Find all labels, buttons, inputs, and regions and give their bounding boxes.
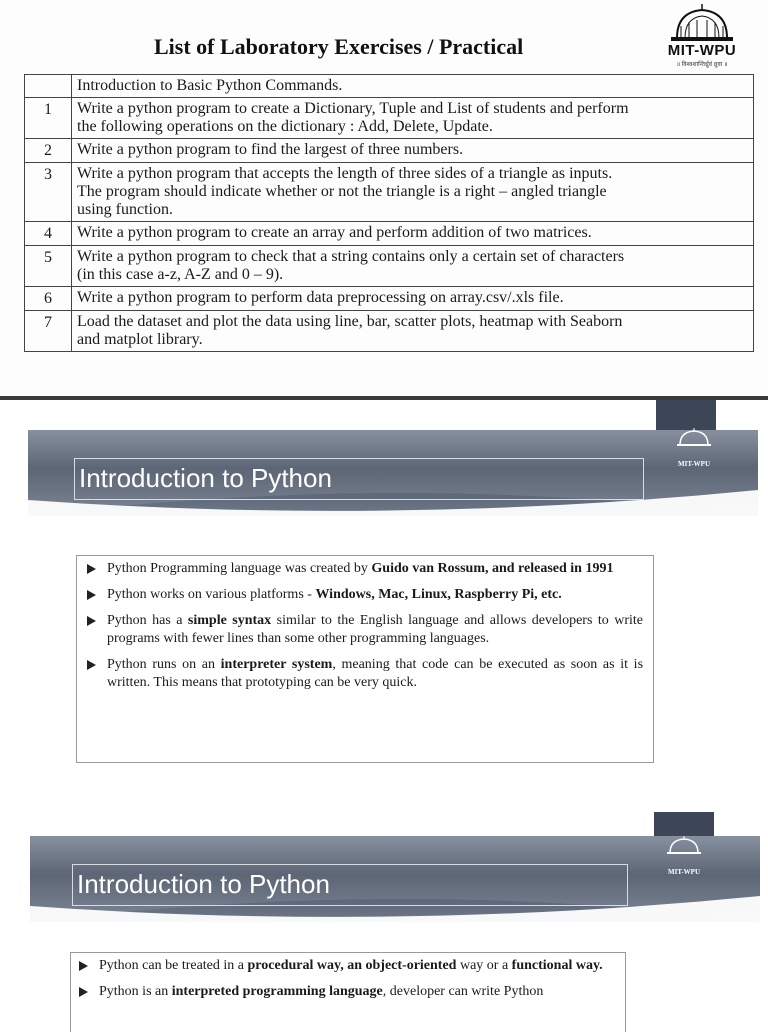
- slide-logo: [666, 428, 722, 471]
- table-row: [25, 246, 754, 287]
- slide-logo-text: MIT-WPU: [667, 868, 701, 876]
- logo-tagline: ॥ विश्वशान्तिर्ध्रुवं ध्रुवा ॥: [676, 62, 728, 68]
- bullet-text: Python Programming language was created by: [107, 561, 372, 576]
- slide-logo: [656, 836, 712, 879]
- lab-exercises-page: [0, 0, 768, 400]
- bullet-text: Python works on various platforms -: [107, 587, 316, 602]
- bullet-item: [79, 656, 643, 692]
- bullet-item: [79, 586, 643, 604]
- slide-introduction-1: [0, 400, 768, 804]
- page-title: List of Laboratory Exercises / Practical: [154, 34, 524, 59]
- bullet-text: Python can be treated in a: [99, 958, 248, 973]
- bullet-emphasis: Windows, Mac, Linux, Raspberry Pi, etc.: [315, 587, 562, 602]
- lab-exercise-table: [24, 74, 754, 352]
- bullet-item: [79, 560, 643, 578]
- exercise-number: 7: [25, 311, 72, 352]
- bullet-arrow-icon: [79, 961, 88, 971]
- slide-logo-text: MIT-WPU: [677, 460, 711, 468]
- exercise-line: using function.: [77, 201, 173, 218]
- exercise-text: [72, 98, 754, 139]
- exercise-line: The program should indicate whether or not the triangle is a right – angled triangle: [77, 183, 607, 200]
- bullet-text: Python runs on an: [107, 657, 221, 672]
- table-row: [25, 287, 754, 311]
- bullet-emphasis: procedural way, an object-oriented: [247, 958, 457, 973]
- exercise-line: Write a python program to find the largest of three numbers.: [77, 141, 464, 158]
- bullet-text: , meaning that code can be executed as soon as it is written. This means that prototyping can be very quick.: [107, 657, 644, 690]
- exercise-number: 2: [25, 139, 72, 163]
- exercise-number: 5: [25, 246, 72, 287]
- bullet-box: [70, 952, 626, 1032]
- bullet-emphasis: functional way.: [511, 958, 603, 973]
- table-row: [25, 98, 754, 139]
- exercise-line: and matplot library.: [77, 331, 203, 348]
- bullet-text: Python is an: [99, 984, 172, 999]
- exercise-number: 3: [25, 163, 72, 222]
- exercise-text: [72, 139, 754, 163]
- bullet-arrow-icon: [87, 590, 96, 600]
- exercise-text: [72, 311, 754, 352]
- dome-icon: [667, 4, 737, 44]
- exercise-line: Write a python program to perform data preprocessing on array.csv/.xls file.: [77, 289, 564, 306]
- exercise-line: Load the dataset and plot the data using line, bar, scatter plots, heatmap with Seaborn: [77, 313, 623, 330]
- logo-text: MIT-WPU: [667, 42, 737, 59]
- exercise-line: Write a python program that accepts the length of three sides of a triangle as inputs.: [77, 165, 613, 182]
- exercise-text: [72, 222, 754, 246]
- exercise-number: 4: [25, 222, 72, 246]
- dome-icon: [674, 428, 714, 448]
- exercise-number: 6: [25, 287, 72, 311]
- exercise-line: Write a python program to create a Dictionary, Tuple and List of students and perform: [77, 100, 629, 117]
- slide-introduction-2: [0, 804, 768, 1024]
- bullet-text: , developer can write Python: [382, 984, 544, 999]
- slide-title: Introduction to Python: [72, 864, 628, 906]
- dome-icon: [664, 836, 704, 856]
- bullet-box: [76, 555, 654, 763]
- table-row: [25, 311, 754, 352]
- bullet-arrow-icon: [87, 616, 96, 626]
- bullet-item: [71, 957, 617, 975]
- bullet-emphasis: interpreter system: [220, 657, 333, 672]
- exercise-line: (in this case a-z, A-Z and 0 – 9).: [77, 266, 284, 283]
- bullet-text: Python has a: [107, 613, 188, 628]
- bullet-arrow-icon: [87, 660, 96, 670]
- bullet-arrow-icon: [87, 564, 96, 574]
- bullet-text: way or a: [456, 958, 512, 973]
- table-row: [25, 139, 754, 163]
- exercise-number: [25, 75, 72, 98]
- exercise-line: the following operations on the dictionary : Add, Delete, Update.: [77, 118, 493, 135]
- exercise-text: [72, 287, 754, 311]
- exercise-text: [72, 246, 754, 287]
- table-row: [25, 222, 754, 246]
- exercise-text: [72, 75, 754, 98]
- exercise-line: Write a python program to check that a string contains only a certain set of characters: [77, 248, 625, 265]
- slide-title: Introduction to Python: [74, 458, 644, 500]
- bullet-text: similar to the English language and allows developers to write programs with fewer lines than some other programming languages.: [107, 613, 643, 646]
- bullet-emphasis: Guido van Rossum, and released in 1991: [371, 561, 614, 576]
- table-row: [25, 163, 754, 222]
- exercise-text: [72, 163, 754, 222]
- bullet-emphasis: simple syntax: [187, 613, 272, 628]
- mit-wpu-logo: [652, 4, 752, 68]
- bullet-emphasis: interpreted programming language: [171, 984, 383, 999]
- exercise-line: Introduction to Basic Python Commands.: [77, 77, 343, 94]
- exercise-number: 1: [25, 98, 72, 139]
- exercise-line: Write a python program to create an array and perform addition of two matrices.: [77, 224, 592, 241]
- bullet-arrow-icon: [79, 987, 88, 997]
- table-row: [25, 75, 754, 98]
- bullet-item: [79, 612, 643, 648]
- bullet-item: [71, 983, 617, 1001]
